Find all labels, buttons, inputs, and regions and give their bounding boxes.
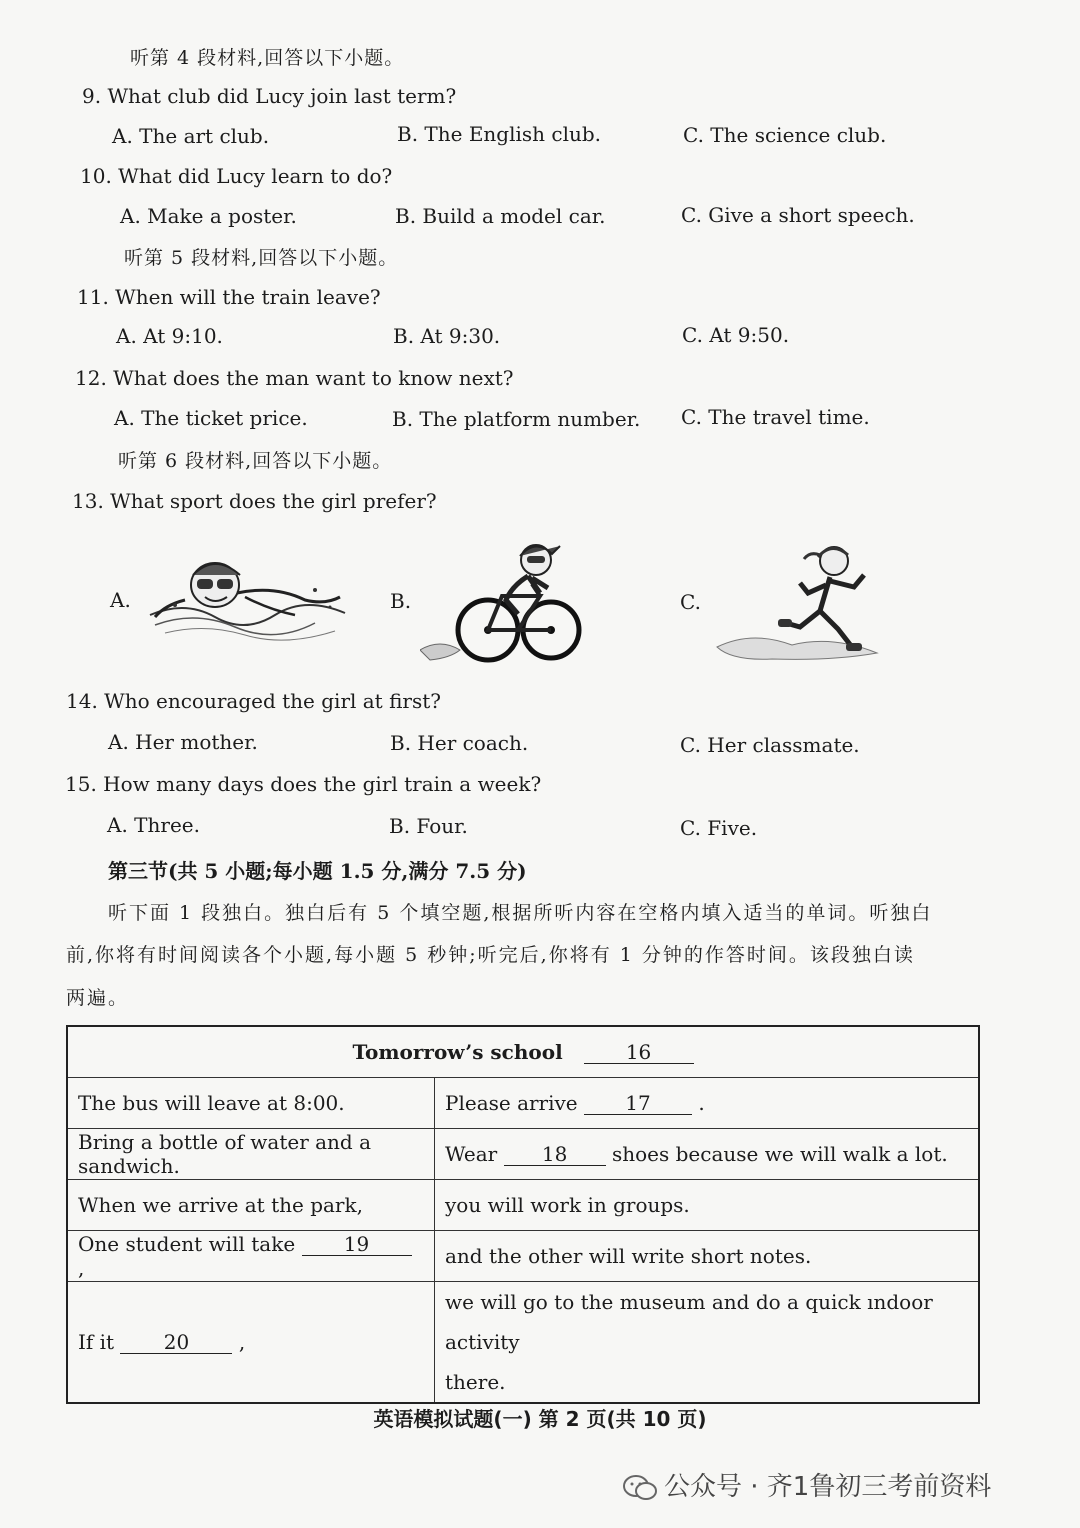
option-9c: C. The science club. [683,123,887,147]
question-11 [77,285,381,309]
cell-text: and the other will write short notes. [445,1244,812,1268]
cell-text: Please arrive [445,1091,578,1115]
option-15a: A. Three. [107,813,200,837]
question-14 [66,689,441,713]
section-heading-5: 听第 5 段材料,回答以下小题。 [124,247,399,269]
blank-20: 20 [120,1331,232,1354]
option-11a: A. At 9:10. [116,324,223,348]
table-row [67,1180,979,1231]
running-girl-image [712,535,882,667]
question-number: 15. [65,772,97,796]
table-cell-right [435,1180,980,1231]
cell-text: , [238,1330,246,1354]
question-13 [72,489,437,513]
table-cell-right [435,1231,980,1282]
section-heading-4: 听第 4 段材料,回答以下小题。 [130,47,405,69]
question-text: What does the man want to know next? [113,366,514,390]
cell-text: Wear [445,1142,498,1166]
option-13a: A. [110,588,131,612]
cell-text: shoes because we will walk a lot. [611,1142,948,1166]
question-text: How many days does the girl train a week? [103,772,542,796]
cell-text: there. [445,1370,506,1394]
option-15b: B. Four. [389,814,468,838]
option-11b: B. At 9:30. [393,324,501,348]
option-14a: A. Her mother. [108,730,258,754]
question-9 [82,84,456,108]
option-9a: A. The art club. [112,124,270,148]
instruction-line-2: 前,你将有时间阅读各个小题,每小题 5 秒钟;听完后,你将有 1 分钟的作答时间。该段独白读 [66,944,915,966]
question-text: What sport does the girl prefer? [110,489,437,513]
part3-title: 第三节(共 5 小题;每小题 1.5 分,满分 7.5 分) [108,859,527,883]
table-cell-right [435,1282,980,1404]
page-footer: 英语模拟试题(一) 第 2 页(共 10 页) [373,1407,707,1431]
cell-text: One student will take [78,1232,296,1256]
option-11c: C. At 9:50. [682,323,790,347]
cell-text: If it [78,1330,115,1354]
cell-text: The bus will leave at 8:00. [78,1091,345,1115]
question-12 [75,366,514,390]
question-15 [65,772,541,796]
blank-18: 18 [504,1143,606,1166]
instruction-line-3: 两遍。 [66,987,130,1009]
question-number: 9. [82,84,102,108]
option-10b: B. Build a model car. [395,204,606,228]
option-10a: A. Make a poster. [120,204,297,228]
cell-text: When we arrive at the park, [78,1193,363,1217]
cell-text: . [698,1091,705,1115]
question-number: 12. [75,366,107,390]
table-title: Tomorrow’s school [352,1040,563,1064]
wechat-icon [622,1474,658,1502]
table-cell-left [67,1282,435,1404]
table-cell-right [435,1078,980,1129]
question-text: What club did Lucy join last term? [107,84,457,108]
cell-text: we will go to the museum and do a quick ındoor activity [445,1290,933,1354]
table-cell-left [67,1078,435,1129]
option-12c: C. The travel time. [681,405,870,429]
question-number: 10. [80,164,112,188]
question-text: What did Lucy learn to do? [118,164,393,188]
question-text: When will the train leave? [115,285,381,309]
option-10c: C. Give a short speech. [681,203,915,227]
cell-text: , [78,1256,85,1280]
option-9b: B. The English club. [397,122,602,146]
table-row [67,1129,979,1180]
question-number: 14. [66,689,98,713]
question-10 [80,164,392,188]
question-number: 13. [72,489,104,513]
option-12b: B. The platform number. [392,407,641,431]
question-number: 11. [77,285,109,309]
cycling-girl-image [420,538,585,668]
watermark-text: 公众号 · 齐1鲁初三考前资料 [664,1472,992,1502]
option-14b: B. Her coach. [390,731,529,755]
instruction-line-1: 听下面 1 段独白。独白后有 5 个填空题,根据所听内容在空格内填入适当的单词。听独白 [108,902,933,924]
table-cell-left [67,1231,435,1282]
blank-19: 19 [302,1233,412,1256]
cell-text: Bring a bottle of water and a sandwich. [78,1130,372,1178]
table-row [67,1282,979,1404]
section-heading-6: 听第 6 段材料,回答以下小题。 [118,450,393,472]
option-13b: B. [390,589,412,613]
blank-16: 16 [584,1041,694,1064]
schedule-table [66,1025,980,1404]
swimming-girl-image [145,545,355,645]
table-row [67,1231,979,1282]
question-text: Who encouraged the girl at first? [104,689,441,713]
blank-17: 17 [584,1092,692,1115]
option-13c: C. [680,590,701,614]
option-14c: C. Her classmate. [680,733,860,757]
option-15c: C. Five. [680,816,758,840]
table-cell-left [67,1180,435,1231]
option-12a: A. The ticket price. [114,406,308,430]
table-cell-right [435,1129,980,1180]
table-title-cell [67,1026,979,1078]
watermark [622,1466,991,1503]
cell-text: you will work in groups. [445,1193,690,1217]
table-cell-left [67,1129,435,1180]
table-row [67,1078,979,1129]
